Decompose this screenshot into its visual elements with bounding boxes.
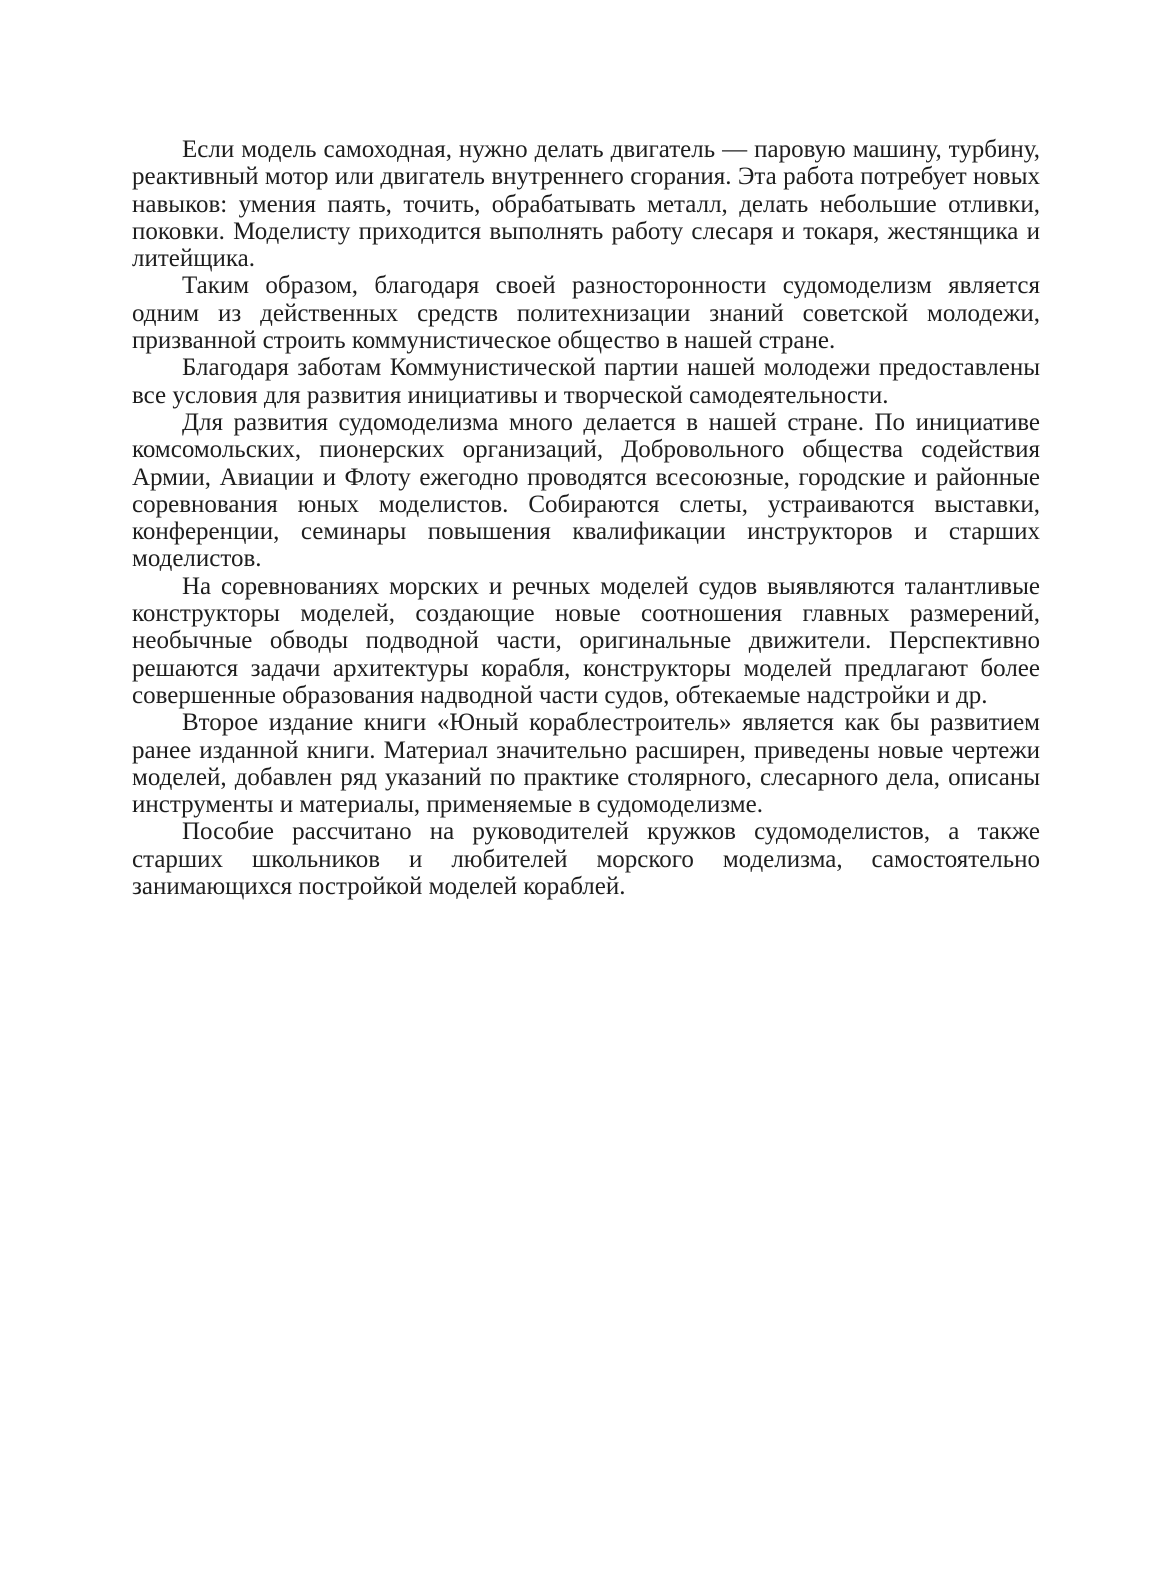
paragraph-4: Для развития судомоделизма много делается в нашей стране. По инициативе комсомольских, пионерских организаций, Добровольного общества содействия Армии, Авиации и Флоту ежегодно проводятся всесоюзные, городские и районные соревнования юных моделистов. Собираются слеты, устраиваются выставки, конференции, семинары повышения квалификации инструкторов и старших моделистов. xyxy=(132,408,1040,573)
paragraph-5: На соревнованиях морских и речных моделей судов выявляются талантливые конструкторы моделей, создающие новые соотношения главных размерений, необычные обводы подводной части, оригинальные движители. Перспективно решаются задачи архитектуры корабля, конструкторы моделей предлагают более совершенные образования надводной части судов, обтекаемые надстройки и др. xyxy=(132,572,1040,709)
paragraph-2: Таким образом, благодаря своей разносторонности судомоделизм является одним из действенных средств политехнизации знаний советской молодежи, призванной строить коммунистическое общество в нашей стране. xyxy=(132,272,1040,355)
paragraph-3: Благодаря заботам Коммунистической партии нашей молодежи предоставлены все условия для развития инициативы и творческой самодеятельности. xyxy=(132,354,1040,409)
paragraph-6: Второе издание книги «Юный кораблестроитель» является как бы развитием ранее изданной книги. Материал значительно расширен, приведены новые чертежи моделей, добавлен ряд указаний по практике столярного, слесарного дела, описаны инструменты и материалы, применяемые в судомоделизме. xyxy=(132,709,1040,819)
paragraph-1: Если модель самоходная, нужно делать двигатель — паровую машину, турбину, реактивный мотор или двигатель внутреннего сгорания. Эта работа потребует новых навыков: умения паять, точить, обрабатывать металл, делать небольшие отливки, поковки. Моделисту приходится выполнять работу слесаря и токаря, жестянщика и литейщика. xyxy=(132,136,1040,273)
paragraph-7: Пособие рассчитано на руководителей кружков судомоделистов, а также старших школьников и любителей морского моделизма, самостоятельно занимающихся постройкой моделей кораблей. xyxy=(132,818,1040,901)
body-text xyxy=(132,136,1040,900)
